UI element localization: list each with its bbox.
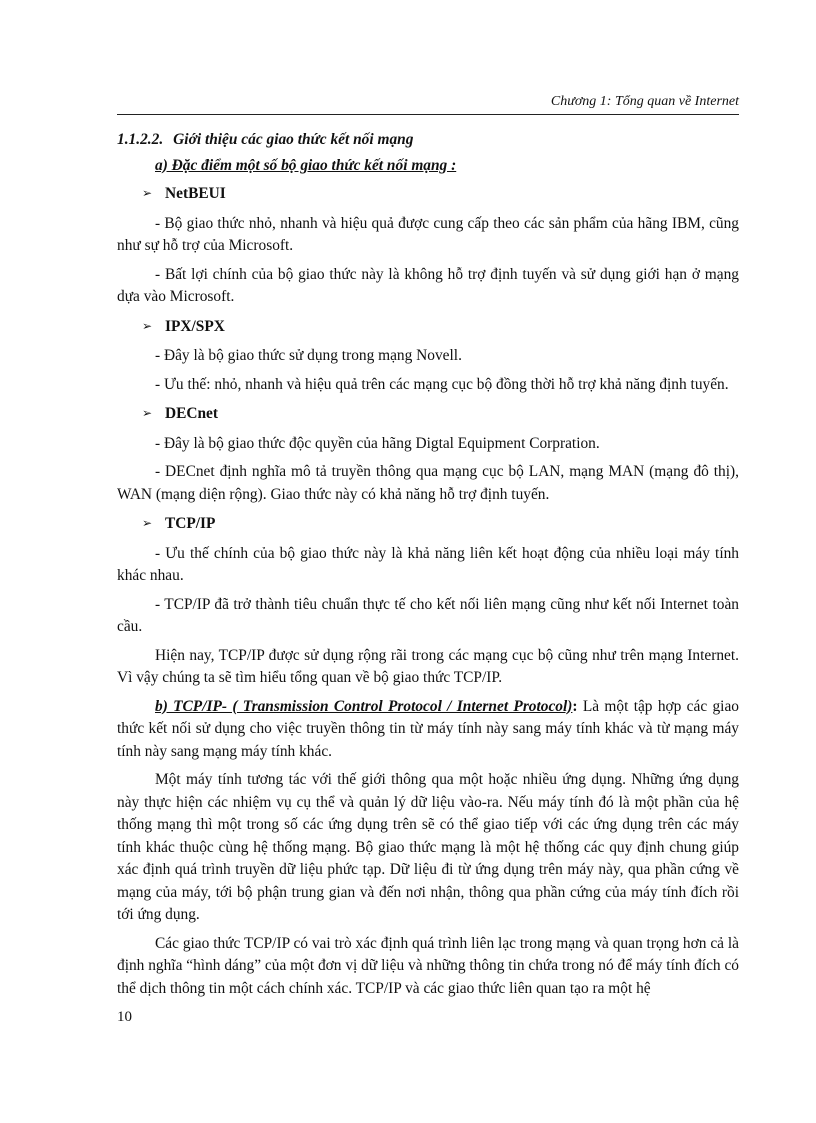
bullet-arrow-icon: ➢ [142,406,153,420]
summary-paragraph: Hiện nay, TCP/IP được sử dụng rộng rãi trong các mạng cục bộ cũng như trên mạng Internet. Vì vậy chúng ta sẽ tìm hiểu tổng quan về bộ giao thức TCP/IP. [117,646,739,686]
page-body [117,129,739,1006]
protocol-heading-netbeui [117,182,739,206]
protocol-name: NetBEUI [165,185,226,202]
protocol-heading-decnet [117,402,739,426]
subsection-b-text: Là một tập hợp các giao thức kết nối sử dụng cho việc truyền thông tin từ máy tính này sang máy tính khác và từ mạng máy tính này sang mạng máy tính khác. [117,697,739,760]
protocol-paragraph: - Bất lợi chính của bộ giao thức này là không hỗ trợ định tuyến và sử dụng giới hạn ở mạng dựa vào Microsoft. [117,265,739,305]
protocol-paragraph: - Bộ giao thức nhỏ, nhanh và hiệu quả được cung cấp theo các sản phẩm của hãng IBM, cũng như sự hỗ trợ của Microsoft. [117,214,739,254]
protocol-name: IPX/SPX [165,317,225,335]
protocol-heading-tcp-ip [117,512,739,536]
subsection-b-paragraph [117,696,739,764]
protocol-paragraph: - Ưu thế: nhỏ, nhanh và hiệu quả trên các mạng cục bộ đồng thời hỗ trợ khả năng định tuyến. [155,375,729,393]
protocol-paragraph: - Ưu thế chính của bộ giao thức này là khả năng liên kết hoạt động của nhiều loại máy tính khác nhau. [117,544,739,584]
header-divider [117,114,739,115]
body-paragraph: Các giao thức TCP/IP có vai trò xác định quá trình liên lạc trong mạng và quan trọng hơn cả là định nghĩa “hình dáng” của một đơn vị dữ liệu và những thông tin chứa trong nó để máy tính đích có thể dịch thông tin một cách chính xác. TCP/IP và các giao thức liên quan tạo ra một hệ [117,934,739,997]
section-heading [117,129,739,152]
protocol-name: TCP/IP [165,515,216,532]
protocol-paragraph: - TCP/IP đã trở thành tiêu chuẩn thực tế cho kết nối liên mạng cũng như kết nối Internet toàn cầu. [117,595,739,635]
subsection-b-colon: : [572,697,578,715]
subsection-a-heading: a) Đặc điểm một số bộ giao thức kết nối mạng : [155,156,457,174]
protocol-paragraph: - Đây là bộ giao thức độc quyền của hãng Digtal Equipment Corpration. [155,434,600,452]
subsection-b-heading: b) TCP/IP- ( Transmission Control Protocol / Internet Protocol) [155,697,573,715]
bullet-arrow-icon: ➢ [142,186,153,200]
section-number: 1.1.2.2. [117,131,164,148]
page-number: 10 [117,1009,132,1025]
bullet-arrow-icon: ➢ [142,516,153,530]
body-paragraph: Một máy tính tương tác với thế giới thông qua một hoặc nhiều ứng dụng. Những ứng dụng này thực hiện các nhiệm vụ cụ thể và quản lý dữ liệu vào-ra. Nếu máy tính đó là một phần của hệ thống mạng thì một trong số các ứng dụng trên sẽ có thể giao tiếp với các ứng dụng trên các máy tính khác thuộc cùng hệ thống mạng. Bộ giao thức mạng là một hệ thống các quy định chung giúp xác định quá trình truyền dữ liệu phức tạp. Dữ liệu đi từ ứng dụng trên máy này, qua phần cứng về mạng của máy, tới bộ phận trung gian và đến nơi nhận, thông qua phần cứng của máy tính đích rồi tới ứng dụng. [117,771,739,923]
section-title: Giới thiệu các giao thức kết nối mạng [173,131,414,148]
protocol-paragraph: - Đây là bộ giao thức sử dụng trong mạng Novell. [155,347,462,364]
protocol-heading-ipx-spx [117,315,739,339]
bullet-arrow-icon: ➢ [142,318,153,333]
protocol-paragraph: - DECnet định nghĩa mô tả truyền thông qua mạng cục bộ LAN, mạng MAN (mạng đô thị), WAN (mạng diện rộng). Giao thức này có khả năng hỗ trợ định tuyến. [117,463,739,503]
running-header: Chương 1: Tổng quan về Internet [550,94,739,109]
protocol-name: DECnet [165,405,219,422]
